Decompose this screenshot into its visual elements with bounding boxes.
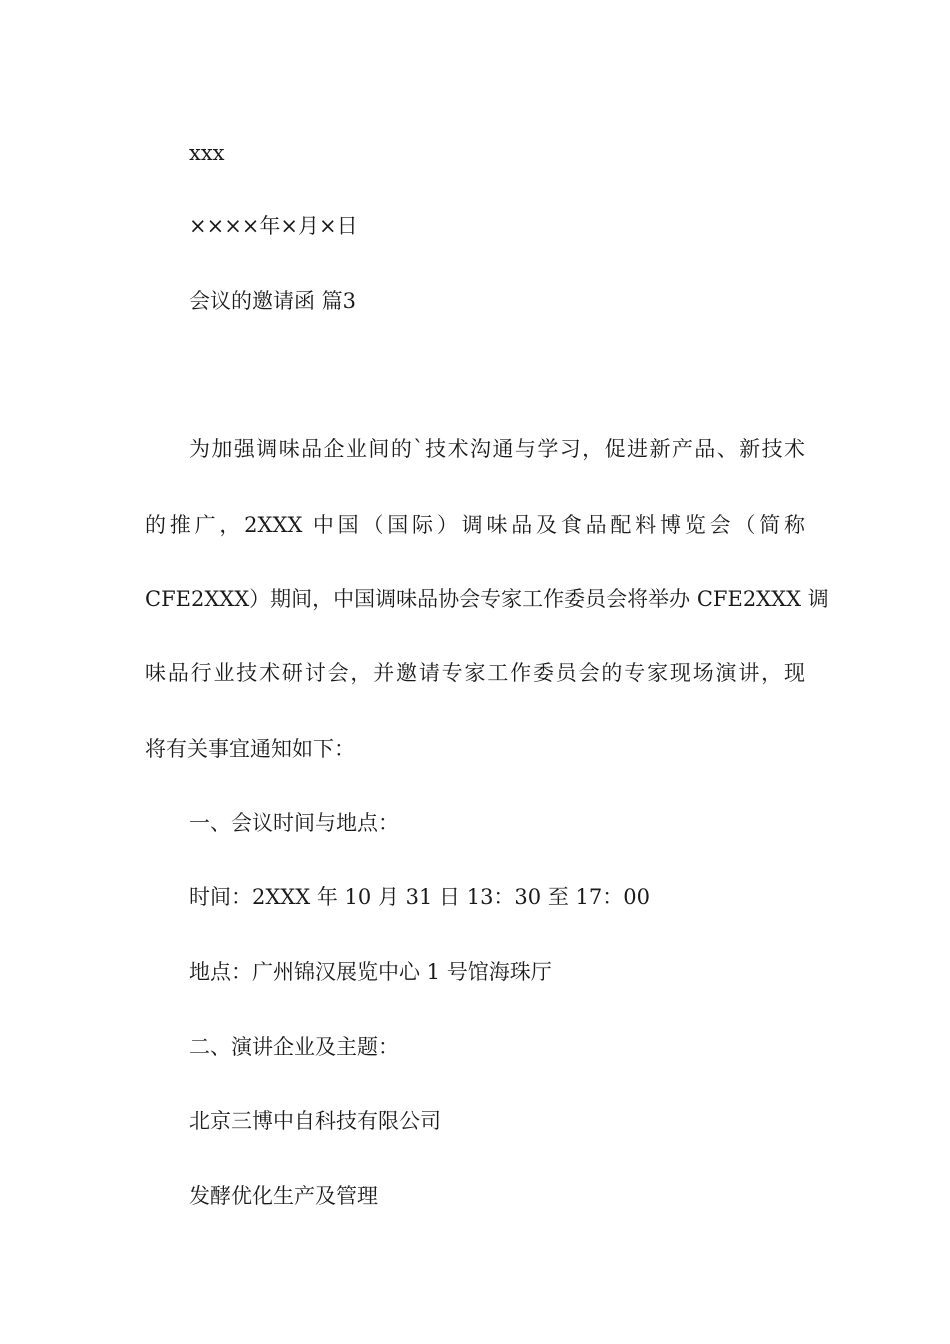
paragraph-line-4: 味品行业技术研讨会，并邀请专家工作委员会的专家现场演讲，现 bbox=[145, 661, 805, 685]
paragraph-line-1: 为加强调味品企业间的`技术沟通与学习，促进新产品、新技术 bbox=[189, 437, 805, 461]
letter-heading: 会议的邀请函 篇3 bbox=[189, 289, 357, 313]
meeting-time: 时间：2XXX 年 10 月 31 日 13：30 至 17：00 bbox=[189, 885, 650, 909]
date-text: ××××年×月×日 bbox=[189, 214, 358, 238]
meeting-place: 地点：广州锦汉展览中心 1 号馆海珠厅 bbox=[189, 960, 552, 984]
section-2-title: 二、演讲企业及主题： bbox=[189, 1035, 399, 1059]
section-1-title: 一、会议时间与地点： bbox=[189, 811, 399, 835]
paragraph-line-5: 将有关事宜通知如下： bbox=[145, 737, 355, 761]
company-name: 北京三博中自科技有限公司 bbox=[189, 1109, 441, 1133]
signature-text: xxx bbox=[189, 141, 225, 165]
paragraph-line-3: CFE2XXX）期间，中国调味品协会专家工作委员会将举办 CFE2XXX 调 bbox=[145, 587, 829, 611]
speech-topic: 发酵优化生产及管理 bbox=[189, 1184, 378, 1208]
paragraph-line-2: 的推广，2XXX 中国（国际）调味品及食品配料博览会（简称 bbox=[145, 513, 805, 537]
